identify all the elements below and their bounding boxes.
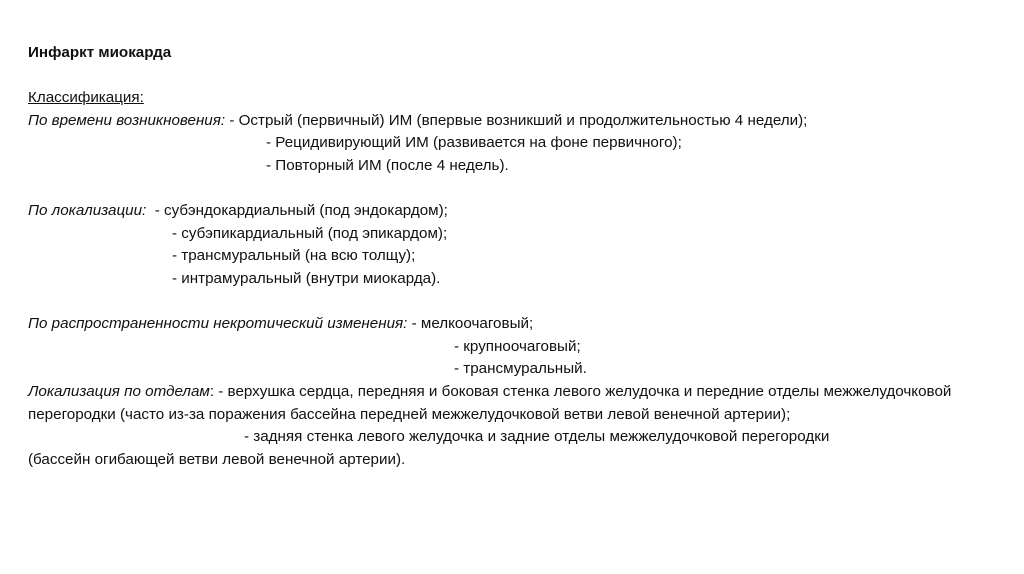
department-classification-label: Локализация по отделам [28, 382, 210, 400]
time-classification-line-1 [28, 110, 1008, 133]
spread-classification-line-1 [28, 313, 1008, 336]
localization-classification-line-1 [28, 200, 1008, 223]
localization-classification-item-2: - субэпикардиальный (под эпикардом); [172, 224, 448, 242]
spread-classification-item-1: - мелкоочаговый; [407, 315, 534, 333]
time-classification-label: По времени возникновения: [28, 111, 226, 129]
localization-classification-item-3: - трансмуральный (на всю толщу); [172, 247, 416, 265]
spacer [28, 65, 1008, 88]
department-classification-item-1: : - верхушка сердца, передняя и боковая стенка левого желудочка и передние отделы межжелудочковой перегородки (часто из-за поражения бассейна передней межжелудочковой ветви левой венечной артерии); [28, 382, 952, 423]
time-classification-item-2: - Рецидивирующий ИМ (развивается на фоне первичного); [266, 134, 682, 152]
slide-content [28, 42, 1008, 471]
time-classification-item-3: - Повторный ИМ (после 4 недель). [266, 156, 509, 174]
localization-classification-label: По локализации: [28, 202, 147, 220]
classification-heading: Классификация: [28, 89, 144, 107]
department-classification-item-2: - задняя стенка левого желудочка и задние отделы межжелудочковой перегородки [244, 428, 830, 446]
spread-classification-label: По распространенности некротический изменения: [28, 315, 408, 333]
department-classification-item-2-wrap: (бассейн огибающей ветви левой венечной артерии). [28, 450, 406, 468]
localization-classification-item-4: - интрамуральный (внутри миокарда). [172, 269, 441, 287]
spread-classification-item-2: - крупноочаговый; [454, 337, 581, 355]
slide-title: Инфаркт миокарда [28, 44, 172, 61]
spread-classification-item-3: - трансмуральный. [454, 360, 587, 378]
time-classification-item-1: - Острый (первичный) ИМ (впервые возникший и продолжительностью 4 недели); [225, 111, 808, 129]
spacer [28, 291, 1008, 314]
localization-classification-item-1: - субэндокардиальный (под эндокардом); [146, 202, 448, 220]
spacer [28, 178, 1008, 201]
department-classification-paragraph [28, 381, 1008, 426]
